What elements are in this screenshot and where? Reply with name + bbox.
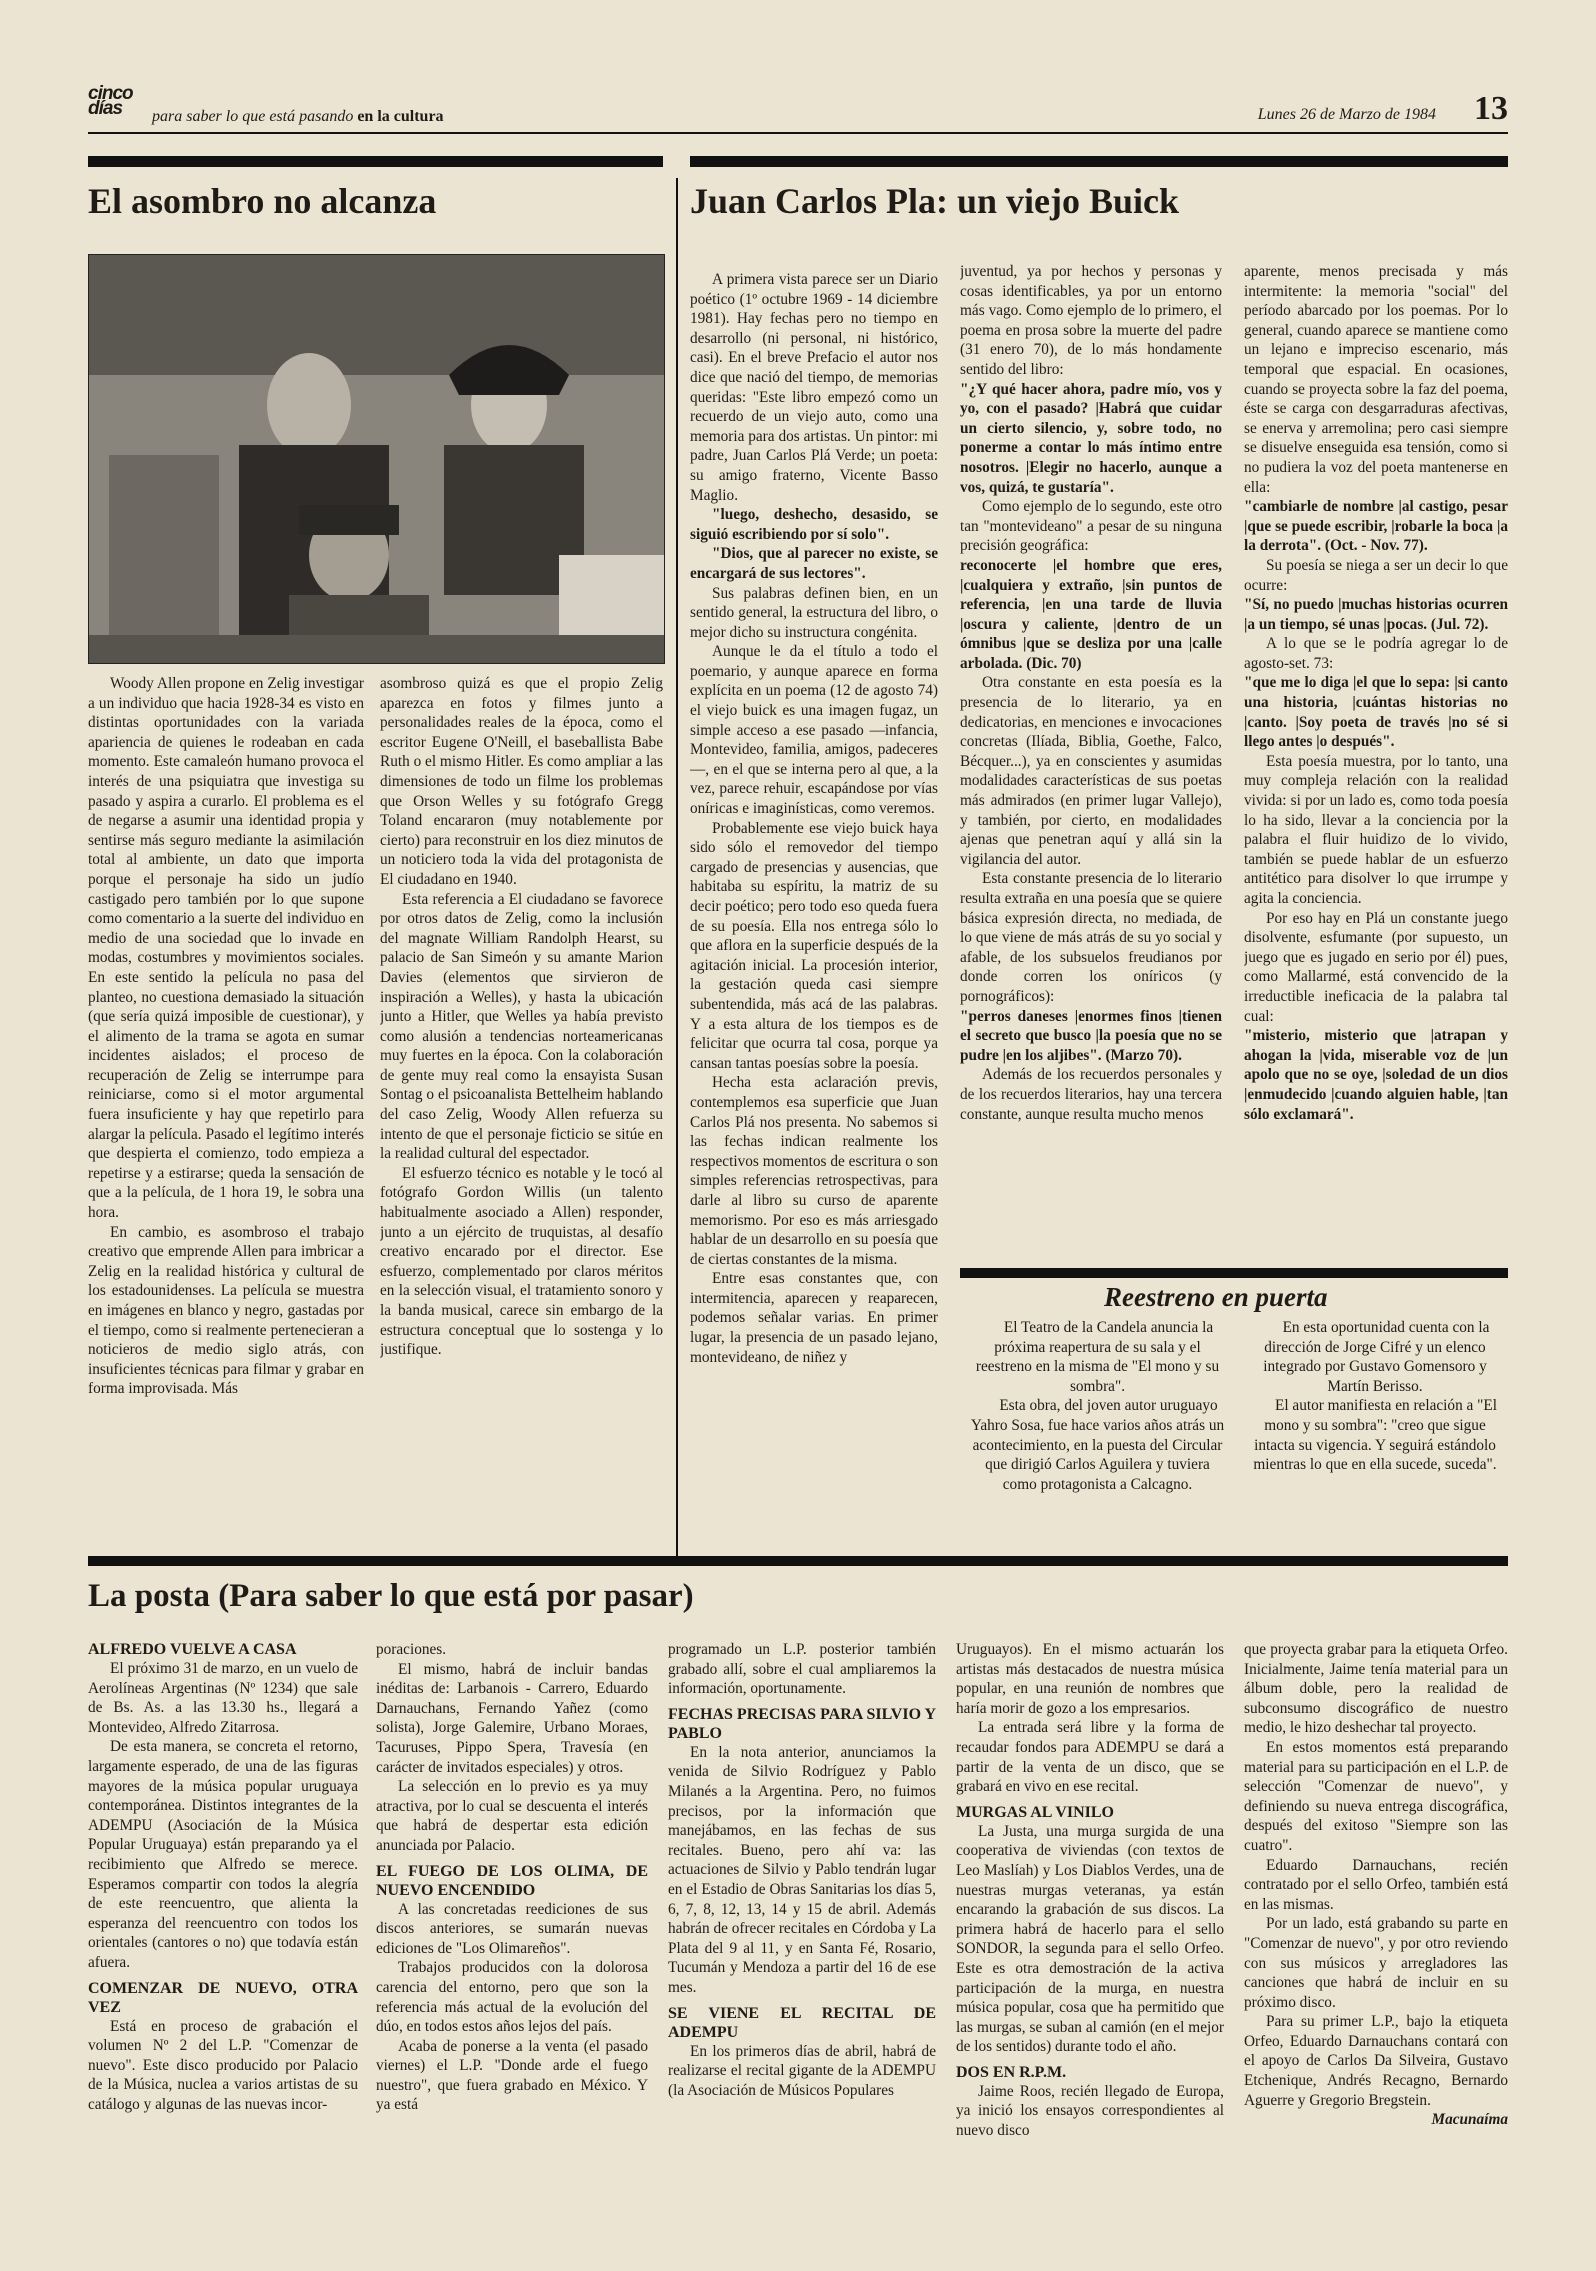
- posta-paragraph: Uruguayos). En el mismo actuarán los artistas más destacados de nuestra música popular, en una reunión de nombres que haría morir de gozo a los empresarios.: [956, 1641, 1224, 1717]
- box-paragraph: El Teatro de la Candela anuncia la próxima reapertura de su sala y el reestreno en la misma de "El mono y su sombra".: [975, 1319, 1220, 1395]
- zelig-film-photo: [88, 254, 665, 664]
- tagline-text: para saber lo que está pasando: [152, 108, 354, 125]
- posta-paragraph: El próximo 31 de marzo, en un vuelo de Aerolíneas Argentinas (Nº 1234) que sale de Bs. As. a las 13.30 hs., llegará a Montevideo, Alfredo Zitarrosa.: [88, 1660, 358, 1736]
- posta-subheading: COMENZAR DE NUEVO, OTRA VEZ: [88, 1979, 358, 2016]
- article2-quote: "cambiarle de nombre |al castigo, pesar |que se puede escribir, |robarle la boca |a la derrota". (Oct. - Nov. 77).: [1244, 498, 1508, 555]
- article2-quote: "Dios, que al parecer no existe, se encargará de sus lectores".: [690, 545, 938, 582]
- article1-paragraph: Woody Allen propone en Zelig investigar a un individuo que hacia 1928-34 es visto en distintas oportunidades con la variada apariencia de quienes le rodeaban en cada momento. Este camaleón humano provoca el interés de una psiquiatra que investiga su pasado y aspira a curarlo. El problema es el de negarse a asumir una identidad propia y sentirse más seguro mediante la asimilación total al ambiente, un dato que importa porque el personaje ha sido un judío castigado pero también por lo que supone como comentario a la suerte del individuo en medio de una sociedad que lo invade en modas, costumbres y movimientos sociales. En este sentido la película no pasa del planteo, no cuestiona demasiado la situación (que sería quizá imposible de cuestionar), y el alimento de la trama se agota en sumar incidentes aislados; el proceso de recuperación de Zelig se interrumpe para reiniciarse, como si el motor argumental fuera insuficiente y hay que repetirlo para alargar la película. Pasado el legítimo interés que despierta el comienzo, todo empieza a repetirse y a estirarse; queda la sensación de que a la película, de 1 hora 19, le sobra una hora.: [88, 675, 364, 1222]
- box-title: Reestreno en puerta: [1104, 1282, 1328, 1312]
- article2-paragraph: Por eso hay en Plá un constante juego disolvente, esfumante (por supuesto, un juego que es jugado en serio por él) pues, como Mallarmé, está convencido de la irreductible ineficacia de la palabra tal cual:: [1244, 909, 1508, 1025]
- article2-paragraph: Entre esas constantes que, con intermitencia, aparecen y reaparecen, podemos señalar varias. En primer lugar, la presencia de un pasado lejano, montevideano, de niñez y: [690, 1270, 938, 1366]
- tagline-bold: en la cultura: [357, 108, 444, 125]
- article2-paragraph: Otra constante en esta poesía es la presencia de lo literario, ya en dedicatorias, en menciones e invocaciones concretas (Ilíada, Biblia, Goethe, Falco, Bécquer...), ya en conscientes y asumidas modalidades características de sus poetas más admirados (en primer lugar Vallejo), y también, por cierto, en modalidades ajenas que penetran aquí y allá sin la vigilancia del autor.: [960, 674, 1222, 868]
- page-number: 13: [1474, 90, 1508, 127]
- posta-paragraph: Está en proceso de grabación el volumen Nº 2 del L.P. "Comenzar de nuevo". Este disco producido por Palacio de la Música, nuclea a varios artistas de su catálogo y algunas de las nuevas incor-: [88, 2017, 358, 2113]
- posta-paragraph: En estos momentos está preparando material para su participación en el L.P. de selección "Comenzar de nuevo", y definiendo su nueva entrega discográfica, después del exitoso "Siempre son las cuatro".: [1244, 1738, 1508, 1854]
- posta-subheading: ALFREDO VUELVE A CASA: [88, 1641, 297, 1658]
- posta-paragraph: En los primeros días de abril, habrá de realizarse el recital gigante de la ADEMPU (la Asociación de Músicos Populares: [668, 2042, 936, 2099]
- article1-paragraph: Esta referencia a El ciudadano se favorece por otros datos de Zelig, como la inclusión del magnate William Randolph Hearst, su palacio de San Simeón y su amante Marion Davies (elementos que sirvieron de inspiración a Welles), y hasta la ubicación junto a Hitler, que Welles ya había previsto como alusión a tendencias norteamericanas muy fuertes en la época. Con la colaboración de gente muy real como la ensayista Susan Sontag o el psicoanalista Bettelheim hablando del caso Zelig, Woody Allen refuerza su intento de que el personaje ficticio se sitúe en la realidad cultural del espectador.: [380, 890, 663, 1163]
- posta-top-bar: [88, 1556, 1508, 1566]
- article2-quote: "¿Y qué hacer ahora, padre mío, vos y yo, con el pasado? |Habrá que cuidar un cierto silencio, y, sobre todo, no ponerme a contar lo más íntimo entre nosotros. |Elegir no hacerlo, aunque a vos, quizá, te gustaría".: [960, 380, 1222, 496]
- box-top-bar: [960, 1268, 1508, 1278]
- posta-title: La posta (Para saber lo que está por pasar): [88, 1578, 694, 1614]
- article2-paragraph: Hecha esta aclaración previs, contemplemos esa superficie que Juan Carlos Plá nos presenta. No sabemos si las fechas indican realmente los respectivos momentos de escritura o son simples referencias retrospectivas, para darle al libro su curso de aparente memorismo. Por eso es más arriesgado hablar de un desarrollo en su poesía que de ciertas constantes de la misma.: [690, 1074, 938, 1268]
- film-still-image: [89, 255, 664, 663]
- article2-paragraph: A primera vista parece ser un Diario poético (1º octubre 1969 - 14 diciembre 1981). Hay fechas pero no tiempo en desarrollo (ni personal, ni histórico, casi). En el breve Prefacio el autor nos dice que nació del tiempo, de memorias queridas: "Este libro empezó como un recuerdo de un viejo auto, como una memoria para dos artistas. Un pintor: mi padre, Juan Carlos Plá Verde; un poeta: su amigo fraterno, Vicente Basso Maglio.: [690, 271, 938, 504]
- box-column-1: [970, 1318, 1225, 1548]
- posta-paragraph: De esta manera, se concreta el retorno, largamente esperado, de una de las figuras mayores de la música popular uruguaya contemporánea. Distintos integrantes de la ADEMPU (Asociación de la Música Popular Uruguaya) están preparando ya el recibimiento que Alfredo se merece. Esperamos compartir con todos la alegría de este reencuentro, que alienta la esperanza del reencuentro con todos los orientales (cantores o no) que todavía están afuera.: [88, 1738, 358, 1971]
- article2-paragraph: Su poesía se niega a ser un decir lo que ocurre:: [1244, 556, 1508, 594]
- article2-paragraph: Sus palabras definen bien, en un sentido general, la estructura del libro, o mejor dicho su instructura congénita.: [690, 584, 938, 641]
- article2-paragraph: juventud, ya por hechos y personas y cosas identificables, ya por un entorno más vago. Como ejemplo de lo primero, el poema en prosa sobre la muerte del padre (31 enero 70), de lo más hondamente sentido del libro:: [960, 263, 1222, 378]
- posta-paragraph: Trabajos producidos con la dolorosa carencia del entorno, pero que son la referencia más actual de la evolución del dúo, en todos estos años lejos del país.: [376, 1959, 648, 2036]
- posta-column-2: [376, 1640, 648, 2200]
- posta-paragraph: Acaba de ponerse a la venta (el pasado viernes) el L.P. "Donde arde el fuego nuestro", que fuera grabado en México. Y ya está: [376, 2037, 648, 2114]
- box-column-2: [1250, 1318, 1500, 1548]
- article1-paragraph: asombroso quizá es que el propio Zelig aparezca en fotos y filmes junto a personalidades reales de la época, como el escritor Eugene O'Neill, el baseballista Babe Ruth o el mismo Hitler. Es como ampliar a las dimensiones de todo un filme los problemas que Orson Welles y su fotógrafo Gregg Toland encararon (muy notablemente por cierto) para reconstruir en los diez minutos de un noticiero toda la vida del protagonista de El ciudadano en 1940.: [380, 675, 663, 888]
- article2-quote: "que me lo diga |el que lo sepa: |si canto una historia, |cuántas historias no |canto. |Soy poeta de través |no sé si llego antes |o después".: [1244, 674, 1508, 751]
- posta-paragraph: Eduardo Darnauchans, recién contratado por el sello Orfeo, también está en las mismas.: [1244, 1856, 1508, 1913]
- posta-paragraph: A las concretadas reediciones de sus discos anteriores, se sumarán nuevas ediciones de "Los Olimareños".: [376, 1900, 648, 1957]
- article2-top-bar: [690, 156, 1508, 167]
- posta-column-4: [956, 1640, 1224, 2200]
- article1-top-bar: [88, 156, 663, 167]
- posta-paragraph: La entrada será libre y la forma de recaudar fondos para ADEMPU se dará a partir de la venta de un disco, que se grabará en vivo en ese recital.: [956, 1719, 1224, 1796]
- posta-column-1: [88, 1640, 358, 2200]
- header-rule: [88, 132, 1508, 134]
- posta-column-5: [1244, 1640, 1508, 2200]
- article2-paragraph: Esta poesía muestra, por lo tanto, una muy compleja relación con la realidad vivida: si por un lado es, como toda poesía lo ha sido, llevar a la conciencia por la palabra el fluir huidizo de lo vivido, también se puede hablar de un esfuerzo antitético para disolver lo que irrumpe y agita la conciencia.: [1244, 752, 1508, 907]
- posta-subheading: SE VIENE EL RECITAL DE ADEMPU: [668, 2004, 936, 2041]
- posta-paragraph: que proyecta grabar para la etiqueta Orfeo. Inicialmente, Jaime tenía material para un álbum doble, pero la realidad de subconsumo discográfico de nuestro medio, le hizo deshechar tal proyecto.: [1244, 1641, 1508, 1737]
- posta-paragraph: poraciones.: [376, 1641, 447, 1658]
- article1-column-2: [380, 674, 663, 1554]
- posta-paragraph: El mismo, habrá de incluir bandas inéditas de: Larbanois - Carrero, Eduardo Darnauchans, Fernando Yañez (como solista), Jorge Galemire, Urbano Moraes, Tacuruses, Pippo Spera, Travesía (en carácter de invitados especiales) y otros.: [376, 1660, 648, 1776]
- article2-title: Juan Carlos Pla: un viejo Buick: [690, 181, 1180, 221]
- posta-paragraph: La Justa, una murga surgida de una cooperativa de viviendas (con textos de Leo Maslíah) y Los Diablos Verdes, una de nuestras murgas veteranas, ya están encarando la grabación de sus discos. La primera habrá de hacerlo para el sello SONDOR, la segunda para el sello Orfeo. Este es otra demostración de la activa participación de la murga, en nuestra música popular, cosa que ha permitido que las murgas, se suban al camión (en el mejor de los sentidos) durante todo el año.: [956, 1822, 1224, 2056]
- article1-column-1: [88, 674, 364, 1554]
- column-divider: [676, 178, 678, 1556]
- article2-paragraph: Esta constante presencia de lo literario resulta extraña en una poesía que se quiere básica expresión directa, no mediada, de lo que viene de más atrás de su yo social y afable, de los subsuelos freudianos por donde corren los oníricos (y pornográficos):: [960, 870, 1222, 1005]
- article2-paragraph: Aunque le da el título a todo el poemario, y aunque aparece en forma explícita en un poema (12 de agosto 74) el viejo buick es una imagen fugaz, un simple acceso a ese pasado —infancia, Montevideo, familia, amigos, padeceres—, en el que se interna pero al que, a la vez, parece rehuir, escapándose por vías oníricas e imaginísticas, como veremos.: [690, 643, 938, 818]
- posta-subheading: MURGAS AL VINILO: [956, 1803, 1114, 1821]
- article2-quote: "luego, deshecho, desasido, se siguió escribiendo por sí solo".: [690, 506, 938, 543]
- box-paragraph: Esta obra, del joven autor uruguayo Yahro Sosa, fue hace varios años atrás un acontecimiento, en la puesta del Circular que dirigió Carlos Aguilera y tuviera como protagonista a Calcagno.: [970, 1397, 1225, 1493]
- article2-quote: "misterio, misterio que |atrapan y ahogan la |vida, miserable voz de |un apolo que no se oye, |soledad de un dios |enmudecido |cuando alguien hable, |tan sólo exclamará".: [1244, 1027, 1508, 1123]
- article1-paragraph: El esfuerzo técnico es notable y le tocó al fotógrafo Gordon Willis (un talento habitualmente asociado a Allen) responder, junto a un ejército de truquistas, al desafío creativo encarado por el director. Ese esfuerzo, complementado por claros méritos en la selección visual, el tratamiento sonoro y la banda musical, carece sin embargo de la estructura conceptual que lo sostenga y lo justifique.: [380, 1164, 663, 1359]
- posta-subheading: EL FUEGO DE LOS OLIMA, DE NUEVO ENCENDIDO: [376, 1862, 648, 1899]
- box-paragraph: El autor manifiesta en relación a "El mono y su sombra": "creo que sigue intacta su vigencia. Y seguirá estándolo mientras lo que en ella sucede, suceda".: [1253, 1397, 1497, 1474]
- article2-paragraph: aparente, menos precisada y más intermitente: la memoria "social" del período abarcado por los poemas. Por lo general, cuando aparece se mantiene como un lejano e impreciso escenario, más temporal que espacial. En ocasiones, cuando se proyecta sobre la faz del poema, éste se carga con desgarraduras afectivas, se enerva y arremolina; pero casi siempre se disuelve enseguida esa tensión, como si no pudiera la voz del poeta mantenerse en ella:: [1244, 263, 1508, 496]
- article1-title: El asombro no alcanza: [88, 181, 437, 221]
- article2-column-2: [960, 262, 1222, 1262]
- article2-quote: reconocerte |el hombre que eres, |cualquiera y extraño, |sin puntos de referencia, |en una tarde de lluvia |oscura y caliente, |dentro de un ómnibus |que se desliza por una |calle arbolada. (Dic. 70): [960, 556, 1222, 672]
- article2-paragraph: Como ejemplo de lo segundo, este otro tan "montevideano" a pesar de su ninguna precisión geográfica:: [960, 498, 1222, 555]
- posta-paragraph: En la nota anterior, anunciamos la venida de Silvio Rodríguez y Pablo Milanés a la Argentina. Pero, no fuimos precisos, por la información que manejábamos, en las fechas de sus recitales. Bueno, pero ahí va: las actuaciones de Silvio y Pablo tendrán lugar en el Estadio de Obras Sanitarias los días 5, 6, 7, 8, 12, 13, 14 y 15 de abril. Además habrán de ofrecer recitales en Córdoba y La Plata del 9 al 11, y en Santa Fé, Rosario, Tucumán y Mendoza a partir del 16 de ese mes.: [668, 1743, 936, 1996]
- posta-paragraph: Para su primer L.P., bajo la etiqueta Orfeo, Eduardo Darnauchans contará con el apoyo de Carlos Da Silveira, Gustavo Etchenique, Andrés Recagno, Bernardo Aguerre y Gregorio Bregstein.: [1244, 2013, 1508, 2109]
- article1-paragraph: En cambio, es asombroso el trabajo creativo que emprende Allen para imbricar a Zelig en la realidad histórica y cultural de los estadounidenses. La película se muestra en imágenes en blanco y negro, gastadas por el tiempo, como si realmente pertenecieran a noticieros de medio siglo atrás, con insuficientes técnicas para filmar y grabar en forma improvisada. Más: [88, 1223, 364, 1398]
- article2-column-3: [1244, 262, 1508, 1262]
- posta-column-3: [668, 1640, 936, 2200]
- posta-paragraph: Jaime Roos, recién llegado de Europa, ya inició los ensayos correspondientes al nuevo disco: [956, 2082, 1224, 2140]
- posta-subheading: FECHAS PRECISAS PARA SILVIO Y PABLO: [668, 1705, 936, 1742]
- article2-paragraph: A lo que se le podría agregar lo de agosto-set. 73:: [1244, 635, 1508, 672]
- article2-quote: "Sí, no puedo |muchas historias ocurren |a un tiempo, sé unas |pocas. (Jul. 72).: [1244, 596, 1508, 633]
- article2-column-1: [690, 270, 938, 1554]
- author-signature: Macunaíma: [1431, 2111, 1508, 2129]
- newspaper-logo: cinco días: [88, 83, 133, 119]
- posta-paragraph: Por un lado, está grabando su parte en "Comenzar de nuevo", y por otro reviendo con sus músicos y arregladores las canciones que habrá de incluir en su próximo disco.: [1244, 1915, 1508, 2011]
- posta-paragraph: programado un L.P. posterior también grabado allí, sobre el cual ampliaremos la información, oportunamente.: [668, 1641, 936, 1698]
- article2-paragraph: Además de los recuerdos personales y de los recuerdos literarios, hay una tercera constante, aunque resulta mucho menos: [960, 1066, 1222, 1123]
- section-tagline: [152, 108, 444, 126]
- article2-paragraph: Probablemente ese viejo buick haya sido sólo el removedor del tiempo cargado de presencias y ausencias, que habitaba su espíritu, la matriz de su decir poético; pero todo eso queda fuera de su poesía. Ella nos entrega sólo lo que aflora en la superficie después de la agitación inicial. La procesión interior, la gestación queda casi siempre subentendida, más acá de las palabras. Y a esta altura de los tiempos es de felicitar que ocurra tal cosa, porque ya cansan tantas poesías sobre la poesía.: [690, 819, 938, 1072]
- posta-paragraph: La selección en lo previo es ya muy atractiva, por lo cual se descuenta el interés que habrá de despertar esta edición anunciada por Palacio.: [376, 1778, 648, 1854]
- article2-quote: "perros daneses |enormes finos |tienen el secreto que busco |la poesía que no se pudre |en los aljibes". (Marzo 70).: [960, 1007, 1222, 1064]
- box-paragraph: En esta oportunidad cuenta con la dirección de Jorge Cifré y un elenco integrado por Gustavo Gomensoro y Martín Berisso.: [1263, 1319, 1490, 1395]
- posta-subheading: DOS EN R.P.M.: [956, 2063, 1067, 2081]
- issue-date: Lunes 26 de Marzo de 1984: [1257, 106, 1436, 123]
